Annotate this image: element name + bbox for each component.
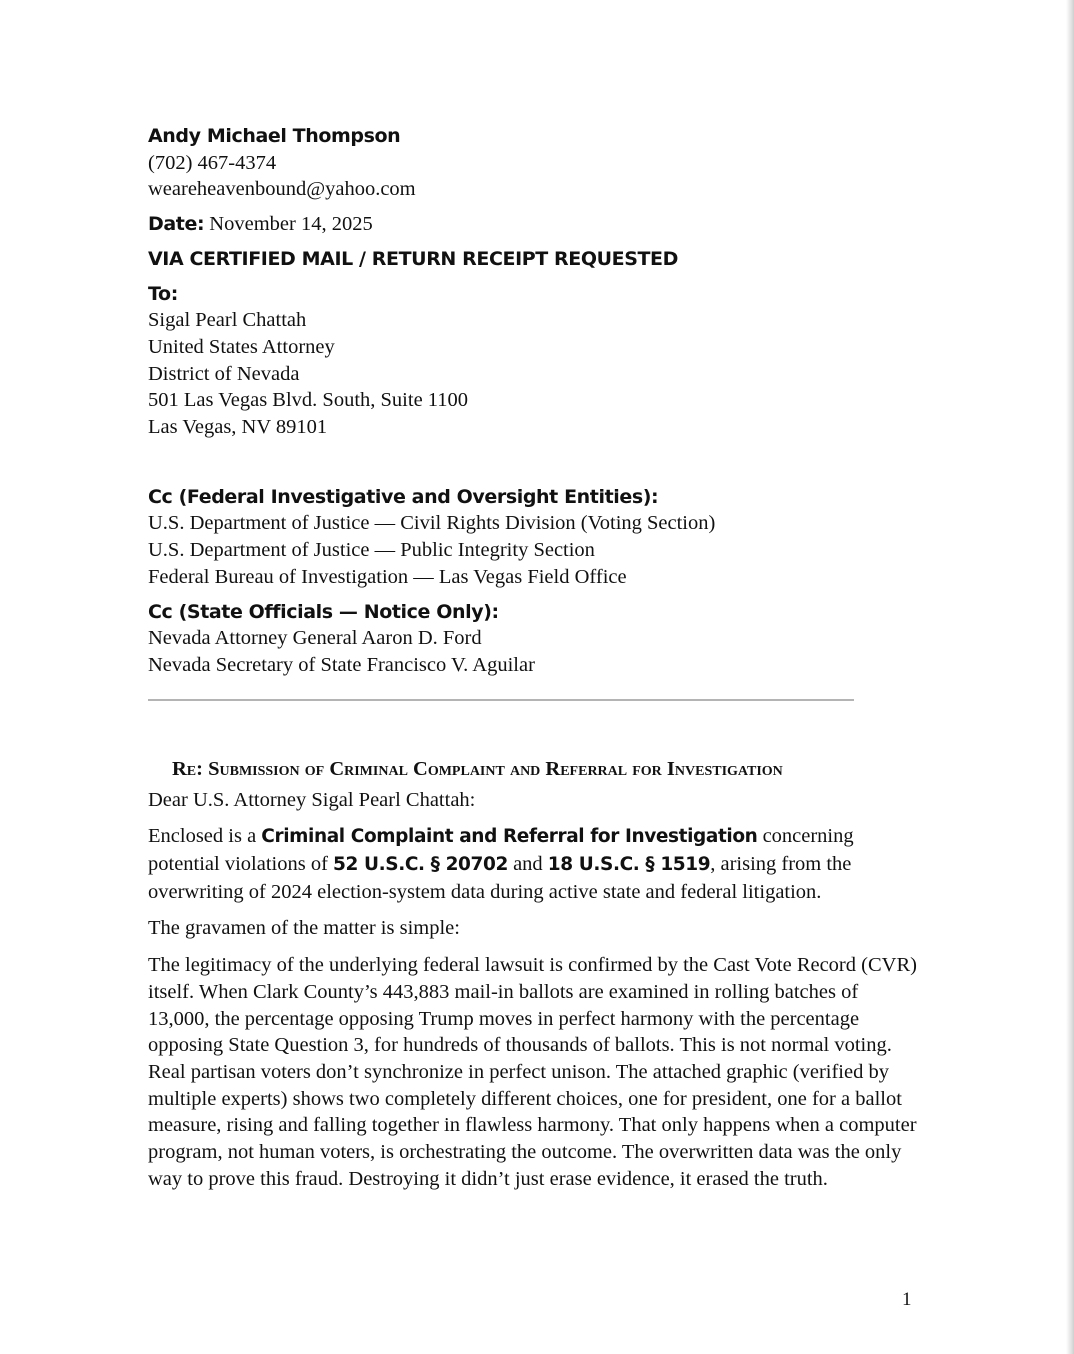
body-paragraph-2: The gravamen of the matter is simple: (148, 917, 460, 940)
text-run: and (507, 853, 548, 876)
text-run: , arising from the overwriting of 2024 election-system data during active state and federal litigation. (148, 853, 852, 903)
date-value: November 14, 2025 (209, 213, 373, 236)
delivery-method: VIA CERTIFIED MAIL / RETURN RECEIPT REQUESTED (148, 247, 679, 270)
page-edge-shadow (1066, 0, 1074, 1354)
page-number: 1 (902, 1289, 912, 1310)
recipient-district: District of Nevada (148, 362, 300, 385)
date-label: Date: (148, 213, 205, 236)
bold-run: Criminal Complaint and Referral for Investigation (261, 826, 758, 848)
body-paragraph-3: The legitimacy of the underlying federal lawsuit is confirmed by the Cast Vote Record (CVR) itself. When Clark County’s 443,883 mail-in ballots are examined in rolling batches of 13,000, the percentage opposing Trump moves in perfect harmony with the percentage opposing State Question 3, for hundreds of thousands of ballots. This is not normal voting. Real partisan voters don’t synchronize in perfect unison. The attached graphic (verified by multiple experts) shows two completely different choices, one for president, one for a ballot measure, rising and falling together in flawless harmony. That only happens when a computer program, not human voters, is orchestrating the outcome. The overwritten data was the only way to prove this fraud. Destroying it didn’t just erase evidence, it erased the truth. (148, 954, 917, 1190)
body-paragraph-1 (148, 823, 918, 905)
statute-citation: 52 U.S.C. § 20702 (333, 854, 508, 876)
recipient-city: Las Vegas, NV 89101 (148, 416, 328, 439)
text-run: concerning potential violations of (148, 825, 854, 876)
recipient-street: 501 Las Vegas Blvd. South, Suite 1100 (148, 389, 469, 412)
cc-federal-item: U.S. Department of Justice — Public Integrity Section (148, 539, 595, 562)
horizontal-divider (148, 699, 854, 701)
sender-email: weareheavenbound@yahoo.com (148, 178, 416, 201)
subject-heading: Re: Submission of Criminal Complaint and Referral for Investigation (172, 757, 783, 780)
cc-federal-item: U.S. Department of Justice — Civil Rights Division (Voting Section) (148, 512, 716, 535)
cc-federal-heading: Cc (Federal Investigative and Oversight Entities): (148, 485, 659, 508)
date-line (148, 211, 918, 238)
cc-state-heading: Cc (State Officials — Notice Only): (148, 600, 499, 623)
cc-state-item: Nevada Secretary of State Francisco V. Aguilar (148, 653, 535, 676)
cc-federal-item: Federal Bureau of Investigation — Las Vegas Field Office (148, 565, 627, 588)
letter-content (148, 123, 918, 1193)
statute-citation: 18 U.S.C. § 1519 (547, 854, 711, 876)
recipient-label: To: (148, 282, 178, 305)
recipient-title: United States Attorney (148, 335, 335, 358)
cc-state-item: Nevada Attorney General Aaron D. Ford (148, 627, 482, 650)
text-run: Enclosed is a (148, 825, 262, 848)
recipient-name: Sigal Pearl Chattah (148, 309, 307, 332)
salutation: Dear U.S. Attorney Sigal Pearl Chattah: (148, 788, 476, 811)
sender-phone: (702) 467-4374 (148, 151, 277, 174)
sender-name: Andy Michael Thompson (148, 125, 401, 147)
